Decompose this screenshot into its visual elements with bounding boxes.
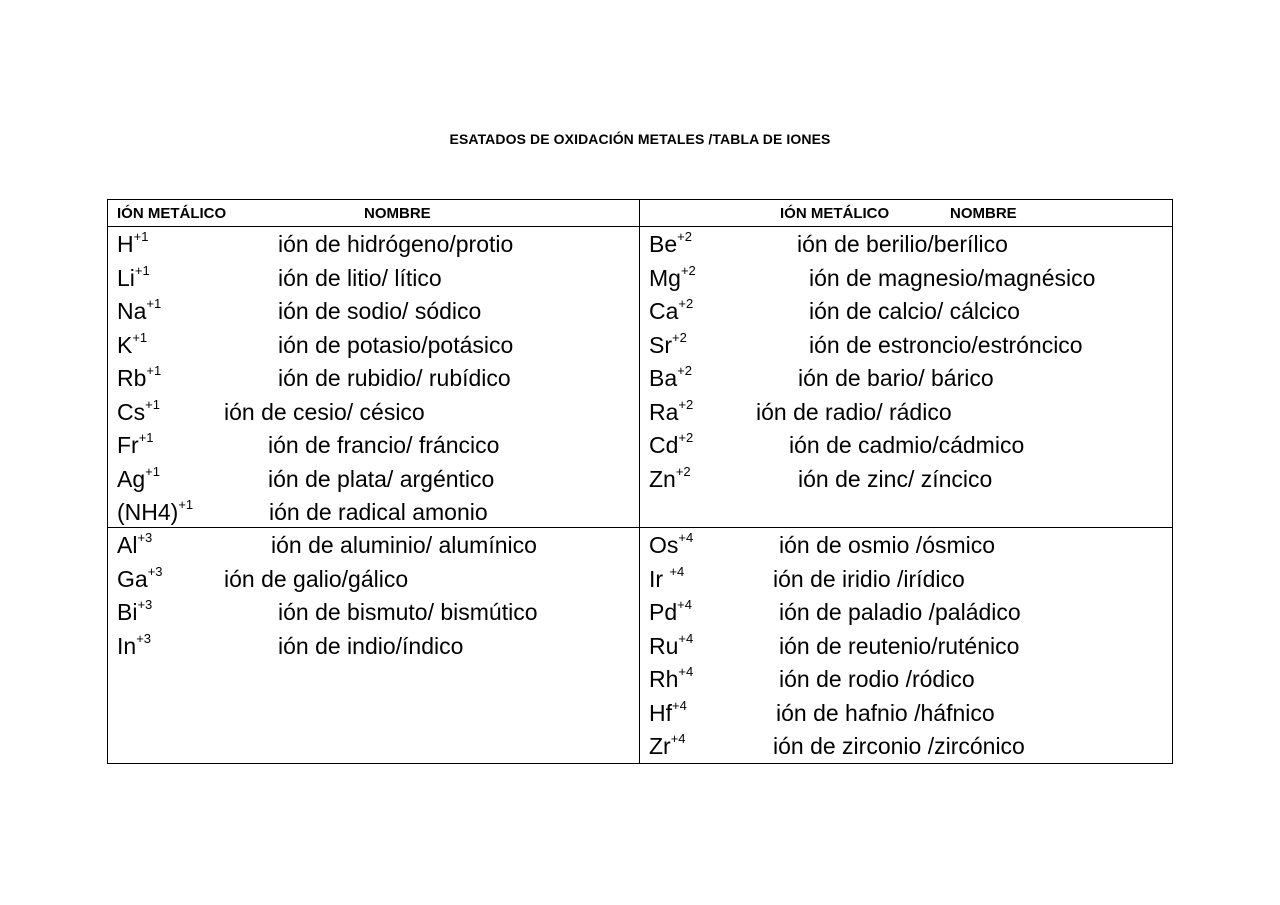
ion-charge: +2 <box>672 329 687 345</box>
ion-name: ión de aluminio/ alumínico <box>271 532 537 558</box>
ion-symbol <box>649 596 692 629</box>
ion-charge: +2 <box>678 396 694 412</box>
ion-charge: +1 <box>132 329 148 345</box>
ion-charge: +1 <box>146 363 162 379</box>
ion-charge: +1 <box>138 430 154 446</box>
ion-symbol <box>649 429 693 462</box>
ion-charge: +2 <box>678 296 694 312</box>
ion-symbol-text: Hf <box>649 699 672 726</box>
header-name-label: NOMBRE <box>950 205 1017 222</box>
ion-charge: +2 <box>678 430 694 446</box>
ion-symbol <box>117 496 193 529</box>
ion-name: ión de bario/ bárico <box>798 365 994 391</box>
ion-charge: +3 <box>137 597 153 613</box>
ion-symbol-text: Ra <box>649 398 679 425</box>
ion-table <box>107 199 1173 764</box>
ion-symbol-text: K <box>117 331 133 358</box>
ion-symbol-text: Ru <box>649 632 679 659</box>
ion-name: ión de radio/ rádico <box>756 398 952 425</box>
group-plus2-cell <box>640 227 1173 528</box>
ion-symbol-text: Na <box>117 298 147 324</box>
ion-name: ión de potasio/potásico <box>278 331 514 358</box>
ion-charge: +4 <box>678 630 694 646</box>
table-row <box>108 227 1173 528</box>
ion-symbol <box>117 329 147 362</box>
ion-symbol <box>117 563 163 596</box>
ion-name: ión de magnesio/magnésico <box>809 264 1096 291</box>
ion-name: ión de reutenio/ruténico <box>779 632 1020 659</box>
ion-symbol <box>649 295 693 328</box>
ion-symbol <box>117 362 161 395</box>
ion-symbol-text: Ir <box>649 565 670 592</box>
table-row <box>108 528 1173 764</box>
ion-name: ión de iridio /irídico <box>773 565 965 592</box>
group-plus3-cell <box>108 528 640 764</box>
header-cell-right <box>640 200 1173 227</box>
ion-charge: +1 <box>146 296 162 312</box>
ion-name: ión de radical amonio <box>269 499 488 525</box>
header-cell-left <box>108 200 640 227</box>
ion-symbol <box>117 596 152 629</box>
page-title: ESATADOS DE OXIDACIÓN METALES /TABLA DE IONES <box>449 131 831 147</box>
ion-name: ión de galio/gálico <box>224 565 409 592</box>
ion-symbol-text: Mg <box>649 264 681 291</box>
ion-name: ión de cesio/ césico <box>224 398 425 425</box>
ion-symbol-text: Al <box>117 532 138 558</box>
ion-charge: +4 <box>678 664 694 680</box>
ion-symbol <box>117 262 150 295</box>
ion-symbol <box>117 429 154 462</box>
ion-symbol-text: Fr <box>117 432 139 458</box>
header-ion-label: IÓN METÁLICO <box>117 205 227 222</box>
ion-name: ión de francio/ fráncico <box>268 432 500 458</box>
ion-symbol-text: Zn <box>649 465 676 492</box>
ion-name: ión de cadmio/cádmico <box>789 432 1025 458</box>
ion-symbol <box>649 396 693 429</box>
ion-charge: +2 <box>680 262 696 278</box>
ion-symbol <box>117 630 151 663</box>
ion-charge: +1 <box>133 229 149 245</box>
ion-symbol-text: Sr <box>649 331 672 358</box>
ion-symbol <box>117 529 152 562</box>
ion-name: ión de litio/ lítico <box>278 264 442 291</box>
ion-symbol-text: Pd <box>649 599 678 625</box>
ion-charge: +4 <box>670 731 686 747</box>
ion-name: ión de osmio /ósmico <box>779 532 996 558</box>
ion-symbol <box>649 730 686 763</box>
ion-symbol <box>117 295 161 328</box>
ion-name: ión de sodio/ sódico <box>278 298 482 324</box>
ion-symbol <box>649 463 691 496</box>
ion-symbol-text: Rb <box>117 365 147 391</box>
ion-charge: +3 <box>147 563 163 579</box>
ion-name: ión de hafnio /háfnico <box>776 699 995 726</box>
header-name-label: NOMBRE <box>364 205 431 222</box>
ion-symbol <box>649 262 696 295</box>
ion-charge: +1 <box>178 497 194 513</box>
ion-symbol <box>649 697 687 730</box>
ion-charge: +3 <box>136 630 152 646</box>
ion-symbol <box>117 463 160 496</box>
ion-charge: +2 <box>675 463 691 479</box>
ion-symbol <box>649 529 693 562</box>
ion-symbol-text: Cs <box>117 398 146 425</box>
ion-name: ión de rubidio/ rubídico <box>278 365 511 391</box>
table-header-row <box>108 200 1173 227</box>
ion-symbol-text: (NH4) <box>117 499 179 525</box>
header-ion-label: IÓN METÁLICO <box>780 205 890 222</box>
ion-charge: +1 <box>134 262 150 278</box>
ion-charge: +1 <box>145 396 160 412</box>
ion-name: ión de zirconio /zircónico <box>773 733 1025 759</box>
ion-charge: +3 <box>137 530 153 546</box>
ion-charge: +2 <box>677 363 692 379</box>
ion-symbol <box>649 563 684 596</box>
ion-name: ión de zinc/ zíncico <box>798 465 993 492</box>
ion-name: ión de bismuto/ bismútico <box>278 599 538 625</box>
ion-name: ión de indio/índico <box>278 632 464 659</box>
ion-name: ión de rodio /ródico <box>779 666 975 692</box>
ion-name: ión de plata/ argéntico <box>268 465 495 492</box>
ion-charge: +4 <box>678 530 694 546</box>
ion-symbol <box>649 630 693 663</box>
ion-charge: +4 <box>672 697 687 713</box>
ion-name: ión de calcio/ cálcico <box>809 298 1020 324</box>
ion-charge: +4 <box>677 597 692 613</box>
ion-name: ión de estroncio/estróncico <box>809 331 1083 358</box>
ion-charge: +2 <box>677 229 692 245</box>
ion-symbol-text: In <box>117 632 137 659</box>
ion-charge: +4 <box>669 563 685 579</box>
ion-symbol-text: Ag <box>117 465 146 492</box>
ion-symbol-text: Rh <box>649 666 679 692</box>
ion-name: ión de berilio/berílico <box>797 231 1008 257</box>
ion-name: ión de hidrógeno/protio <box>278 231 514 257</box>
ion-symbol <box>649 228 692 261</box>
ion-symbol <box>649 663 693 696</box>
ion-symbol-text: Ga <box>117 565 148 592</box>
ion-symbol <box>117 228 148 261</box>
ion-symbol-text: Cd <box>649 432 679 458</box>
ion-symbol-text: Ca <box>649 298 679 324</box>
ion-name: ión de paladio /paládico <box>779 599 1021 625</box>
ion-symbol-text: Os <box>649 532 679 558</box>
ion-symbol-text: Bi <box>117 599 138 625</box>
ion-symbol-text: Li <box>117 264 135 291</box>
ion-charge: +1 <box>145 463 160 479</box>
ion-symbol-text: Zr <box>649 733 671 759</box>
ion-symbol-text: Ba <box>649 365 678 391</box>
group-plus4-cell <box>640 528 1173 764</box>
ion-symbol <box>649 362 692 395</box>
ion-symbol-text: Be <box>649 231 678 257</box>
ion-symbol <box>117 396 160 429</box>
ion-symbol-text: H <box>117 231 134 257</box>
group-plus1-cell <box>108 227 640 528</box>
ion-symbol <box>649 329 687 362</box>
